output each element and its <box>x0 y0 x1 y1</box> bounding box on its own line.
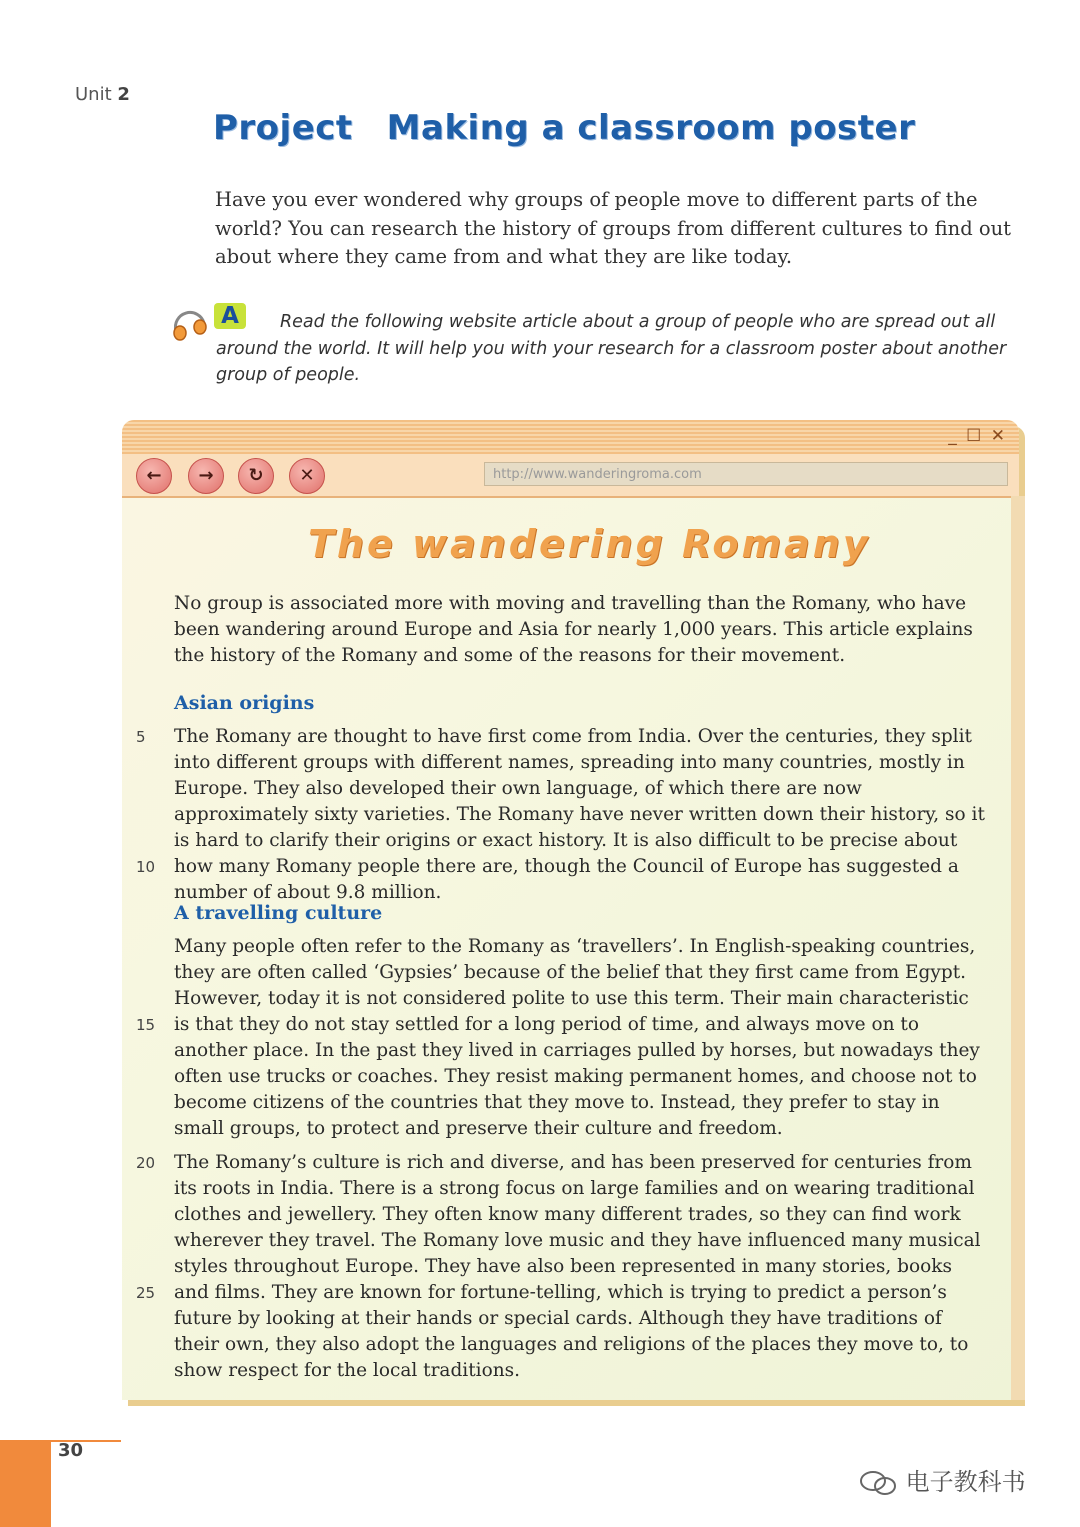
page-corner-tab <box>0 1440 51 1527</box>
browser-titlebar <box>122 420 1019 454</box>
task-instructions: Read the following website article about a group of people who are spread out all around the world. It will help you with your research for a classroom poster about another group of people. <box>216 312 1007 385</box>
stop-button[interactable]: ✕ <box>289 458 325 494</box>
line-number: 15 <box>136 1016 156 1034</box>
heading-travelling-culture: A travelling culture <box>174 902 383 924</box>
unit-label: Unit 2 <box>75 84 130 105</box>
article-paragraph-3: Many people often refer to the Romany as ‘travellers’. In English-speaking countries, they are often called ‘Gypsies’ because of the belief that they first came from Egypt. However, today it is not considered polite to use this term. Their main characteristic is that they do not stay settled for a long period of time, and always move on to another place. In the past they lived in carriages pulled by horses, but nowadays they often use trucks or coaches. They resist making permanent homes, and choose not to become citizens of the countries that they move to. Instead, they prefer to stay in small groups, to protect and preserve their culture and freedom. <box>174 936 980 1139</box>
title-project: Project <box>213 108 353 148</box>
article-paragraph-4: The Romany’s culture is rich and diverse, and has been preserved for centuries from its roots in India. There is a strong focus on large families and on wearing traditional clothes and jewellery. They often know many different trades, so they can find work wherever they travel. The Romany love music and they have influenced many musical styles throughout Europe. They have also been represented in many stories, books and films. They are known for fortune-telling, which is trying to predict a person’s future by looking at their hands or special cards. Although they have traditions of their own, they also adopt the languages and religions of the places they move to, to show respect for the local traditions. <box>174 1152 981 1381</box>
watermark <box>858 1462 1026 1497</box>
article-title: The wandering Romany <box>308 522 871 566</box>
heading-asian-origins: Asian origins <box>174 692 315 714</box>
back-button[interactable]: ← <box>136 458 172 494</box>
watermark-text: 电子教科书 <box>905 1468 1026 1496</box>
line-number: 10 <box>136 858 156 876</box>
task-badge: A <box>214 303 246 329</box>
browser-window <box>122 420 1019 1400</box>
intro-paragraph: Have you ever wondered why groups of people move to different parts of the world? You can research the history of groups from different cultures to find out about where they came from and what they are like today. <box>215 188 1012 268</box>
headphones-icon <box>170 307 210 347</box>
title-main: Making a classroom poster <box>386 108 916 148</box>
browser-scrollbar[interactable] <box>1011 496 1025 1400</box>
article-paragraph-1: No group is associated more with moving and travelling than the Romany, who have been wandering around Europe and Asia for nearly 1,000 years. This article explains the history of the Romany and some of the reasons for their movement. <box>174 593 973 666</box>
address-bar[interactable]: http://www.wanderingroma.com <box>484 462 1008 486</box>
line-number: 25 <box>136 1284 156 1302</box>
line-number: 5 <box>136 728 146 746</box>
article-paragraph-2: The Romany are thought to have first come from India. Over the centuries, they split into different groups with different names, spreading into many countries, mostly in Europe. They also developed their own language, of which there are now approximately sixty varieties. The Romany have never written down their history, so it is hard to clarify their origins or exact history. It is also difficult to be precise about how many Romany people there are, though the Council of Europe has suggested a number of about 9.8 million. <box>174 726 985 903</box>
browser-toolbar <box>122 454 1019 498</box>
page-title <box>213 108 915 148</box>
page-number: 30 <box>58 1440 84 1461</box>
window-controls[interactable]: _ ☐ ✕ <box>948 426 1007 446</box>
wechat-icon <box>858 1469 898 1497</box>
forward-button[interactable]: → <box>188 458 224 494</box>
refresh-button[interactable]: ↻ <box>238 458 274 494</box>
line-number: 20 <box>136 1154 156 1172</box>
